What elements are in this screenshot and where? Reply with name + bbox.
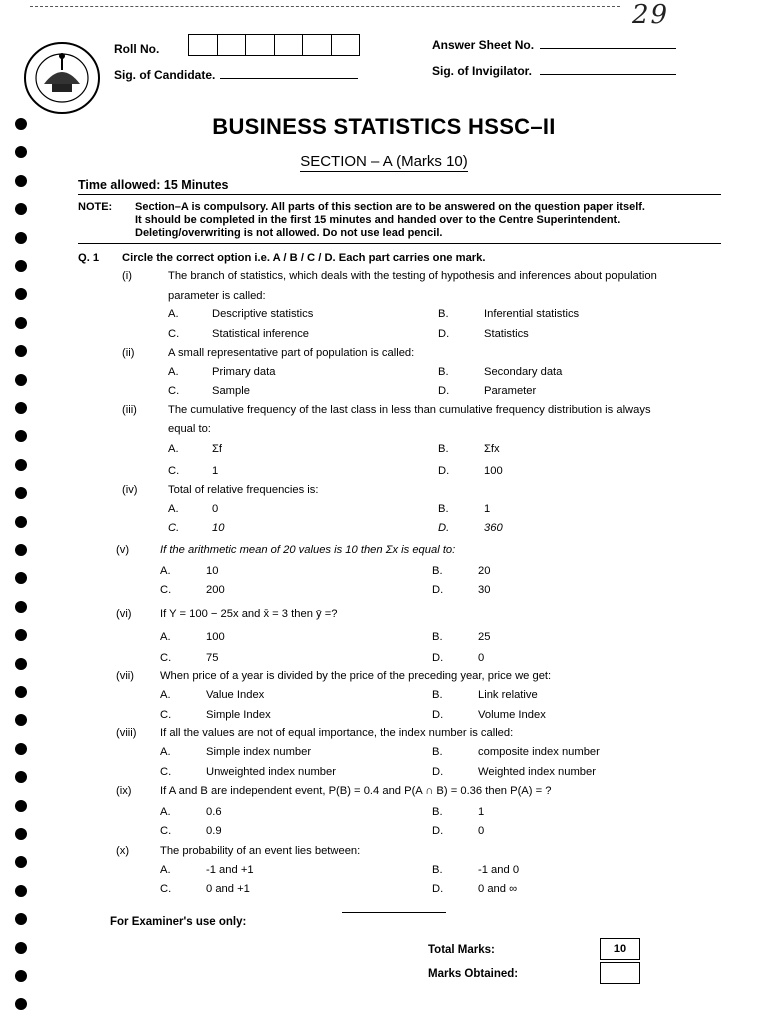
total-marks-box: 10 (600, 938, 640, 960)
option-c: 200 (206, 584, 225, 596)
option-letter-b: B. (438, 503, 449, 515)
option-a: Σf (212, 443, 223, 455)
binding-hole (15, 487, 27, 499)
question-text: The probability of an event lies between: (160, 845, 361, 857)
binding-hole (15, 714, 27, 726)
binding-hole (15, 146, 27, 158)
option-c: 0 and +1 (206, 883, 250, 895)
option-letter-d: D. (432, 584, 444, 596)
option-a: Descriptive statistics (212, 308, 314, 320)
binding-hole (15, 288, 27, 300)
option-letter-c: C. (160, 584, 172, 596)
option-letter-a: A. (160, 864, 171, 876)
option-letter-c: C. (168, 328, 180, 340)
option-letter-a: A. (168, 308, 179, 320)
option-letter-c: C. (168, 522, 180, 534)
question-text: If A and B are independent event, P(B) = 0.4 and P(A ∩ B) = 0.36 then P(A) = ? (160, 785, 552, 797)
total-marks-label: Total Marks: (428, 944, 495, 956)
option-letter-d: D. (438, 465, 450, 477)
option-c: 10 (212, 522, 225, 534)
option-a: Primary data (212, 366, 276, 378)
question-number: (i) (122, 270, 132, 282)
option-letter-b: B. (432, 689, 443, 701)
option-c: Sample (212, 385, 250, 397)
binding-hole (15, 686, 27, 698)
note-line-1: Section–A is compulsory. All parts of this section are to be answered on the question paper itself. (135, 201, 645, 213)
option-c: 1 (212, 465, 219, 477)
time-allowed: Time allowed: 15 Minutes (78, 178, 229, 192)
option-a: 0.6 (206, 806, 222, 818)
question-number: (x) (116, 845, 130, 857)
sig-candidate-field[interactable] (220, 78, 358, 79)
question-text: If all the values are not of equal importance, the index number is called: (160, 727, 514, 739)
question-number: (vii) (116, 670, 135, 682)
option-letter-a: A. (160, 806, 171, 818)
binding-hole (15, 516, 27, 528)
option-letter-d: D. (438, 522, 450, 534)
binding-hole (15, 430, 27, 442)
binding-hole (15, 998, 27, 1010)
section-heading-text: SECTION – A (Marks 10) (300, 153, 468, 170)
question-text: If the arithmetic mean of 20 values is 10 then Σx is equal to: (160, 544, 456, 556)
option-letter-c: C. (160, 652, 172, 664)
option-a: Simple index number (206, 746, 312, 758)
question-text: The cumulative frequency of the last class in less than cumulative frequency distribution is always (168, 404, 651, 416)
option-letter-c: C. (160, 825, 172, 837)
roll-no-boxes[interactable] (188, 34, 360, 56)
option-letter-b: B. (432, 565, 443, 577)
answer-sheet-label: Answer Sheet No. (432, 38, 535, 52)
option-a: 0 (212, 503, 219, 515)
option-letter-c: C. (160, 883, 172, 895)
option-letter-d: D. (438, 328, 450, 340)
option-letter-a: A. (168, 443, 179, 455)
option-d: 30 (478, 584, 491, 596)
binding-hole (15, 856, 27, 868)
sig-candidate-label: Sig. of Candidate. (114, 68, 216, 82)
q1-instruction: Circle the correct option i.e. A / B / C / D. Each part carries one mark. (122, 252, 486, 264)
marks-obtained-box[interactable] (600, 962, 640, 984)
option-letter-d: D. (438, 385, 450, 397)
option-c: Unweighted index number (206, 766, 336, 778)
question-text: If Y = 100 − 25x and x̄ = 3 then ȳ =? (160, 608, 338, 620)
binding-hole (15, 629, 27, 641)
option-letter-d: D. (432, 709, 444, 721)
binding-hole (15, 317, 27, 329)
section-heading (0, 153, 768, 170)
binding-hole (15, 544, 27, 556)
note-label: NOTE: (78, 201, 113, 213)
option-d: 0 (478, 825, 485, 837)
question-text: The branch of statistics, which deals with the testing of hypothesis and inferences about population (168, 270, 657, 282)
question-text: Total of relative frequencies is: (168, 484, 319, 496)
option-b: 25 (478, 631, 491, 643)
option-d: Weighted index number (478, 766, 596, 778)
examiner-signature-line[interactable] (342, 912, 446, 913)
binding-hole (15, 913, 27, 925)
option-letter-c: C. (168, 385, 180, 397)
option-b: composite index number (478, 746, 600, 758)
marks-obtained-label: Marks Obtained: (428, 968, 519, 980)
option-letter-b: B. (438, 308, 449, 320)
top-dashed-rule (30, 6, 620, 7)
answer-sheet-field[interactable] (540, 48, 676, 49)
examiner-label: For Examiner's use only: (110, 916, 247, 928)
roll-no-label: Roll No. (114, 42, 160, 56)
option-b: Σfx (484, 443, 500, 455)
binding-hole (15, 800, 27, 812)
binding-hole (15, 970, 27, 982)
question-text: A small representative part of population is called: (168, 347, 415, 359)
question-number: (ii) (122, 347, 135, 359)
question-number: (vi) (116, 608, 132, 620)
binding-hole (15, 118, 27, 130)
option-b: Inferential statistics (484, 308, 580, 320)
option-letter-c: C. (160, 766, 172, 778)
binding-hole (15, 885, 27, 897)
option-letter-c: C. (160, 709, 172, 721)
option-letter-a: A. (160, 689, 171, 701)
option-c: Statistical inference (212, 328, 310, 340)
question-number: (v) (116, 544, 130, 556)
question-text: When price of a year is divided by the price of the preceding year, price we get: (160, 670, 552, 682)
binding-hole (15, 601, 27, 613)
binding-hole (15, 771, 27, 783)
binding-hole (15, 942, 27, 954)
option-d: Statistics (484, 328, 529, 340)
option-letter-d: D. (432, 883, 444, 895)
question-number: (iii) (122, 404, 137, 416)
question-number: (ix) (116, 785, 132, 797)
binding-hole (15, 374, 27, 386)
option-a: -1 and +1 (206, 864, 254, 876)
option-a: 100 (206, 631, 225, 643)
option-d: Volume Index (478, 709, 546, 721)
option-b: 1 (484, 503, 491, 515)
question-text-continued: parameter is called: (168, 290, 266, 302)
note-line-2: It should be completed in the first 15 minutes and handed over to the Centre Superintendent. (135, 214, 621, 226)
page-title: BUSINESS STATISTICS HSSC–II (212, 114, 556, 139)
note-line-3: Deleting/overwriting is not allowed. Do not use lead pencil. (135, 227, 443, 239)
binding-hole (15, 260, 27, 272)
divider (78, 243, 721, 244)
option-letter-d: D. (432, 652, 444, 664)
option-b: Secondary data (484, 366, 563, 378)
option-letter-b: B. (432, 746, 443, 758)
option-d: 100 (484, 465, 503, 477)
question-number: (iv) (122, 484, 138, 496)
page-number: 29 (632, 0, 670, 30)
option-a: 10 (206, 565, 219, 577)
binding-hole (15, 232, 27, 244)
binding-hole (15, 345, 27, 357)
binding-hole (15, 743, 27, 755)
option-letter-b: B. (438, 366, 449, 378)
question-number: (viii) (116, 727, 137, 739)
binding-hole (15, 459, 27, 471)
binding-hole (15, 175, 27, 187)
option-letter-b: B. (432, 864, 443, 876)
option-a: Value Index (206, 689, 265, 701)
sig-invigilator-field[interactable] (540, 74, 676, 75)
option-letter-a: A. (168, 503, 179, 515)
option-letter-d: D. (432, 825, 444, 837)
option-letter-a: A. (168, 366, 179, 378)
option-c: 0.9 (206, 825, 222, 837)
option-letter-a: A. (160, 746, 171, 758)
option-b: 1 (478, 806, 485, 818)
option-letter-b: B. (432, 631, 443, 643)
divider (78, 194, 721, 195)
question-text-continued: equal to: (168, 423, 211, 435)
binding-hole (15, 402, 27, 414)
binding-hole (15, 572, 27, 584)
option-letter-a: A. (160, 631, 171, 643)
q1-number: Q. 1 (78, 252, 100, 264)
board-seal-icon (22, 40, 102, 116)
binding-hole (15, 658, 27, 670)
sig-invigilator-label: Sig. of Invigilator. (432, 64, 533, 78)
option-c: Simple Index (206, 709, 271, 721)
option-d: 0 and ∞ (478, 883, 518, 895)
option-letter-b: B. (438, 443, 449, 455)
option-letter-b: B. (432, 806, 443, 818)
option-b: 20 (478, 565, 491, 577)
option-letter-d: D. (432, 766, 444, 778)
option-d: 360 (484, 522, 503, 534)
binding-hole (15, 203, 27, 215)
option-b: Link relative (478, 689, 538, 701)
option-letter-a: A. (160, 565, 171, 577)
option-c: 75 (206, 652, 219, 664)
option-b: -1 and 0 (478, 864, 520, 876)
binding-hole (15, 828, 27, 840)
option-letter-c: C. (168, 465, 180, 477)
option-d: Parameter (484, 385, 537, 397)
option-d: 0 (478, 652, 485, 664)
